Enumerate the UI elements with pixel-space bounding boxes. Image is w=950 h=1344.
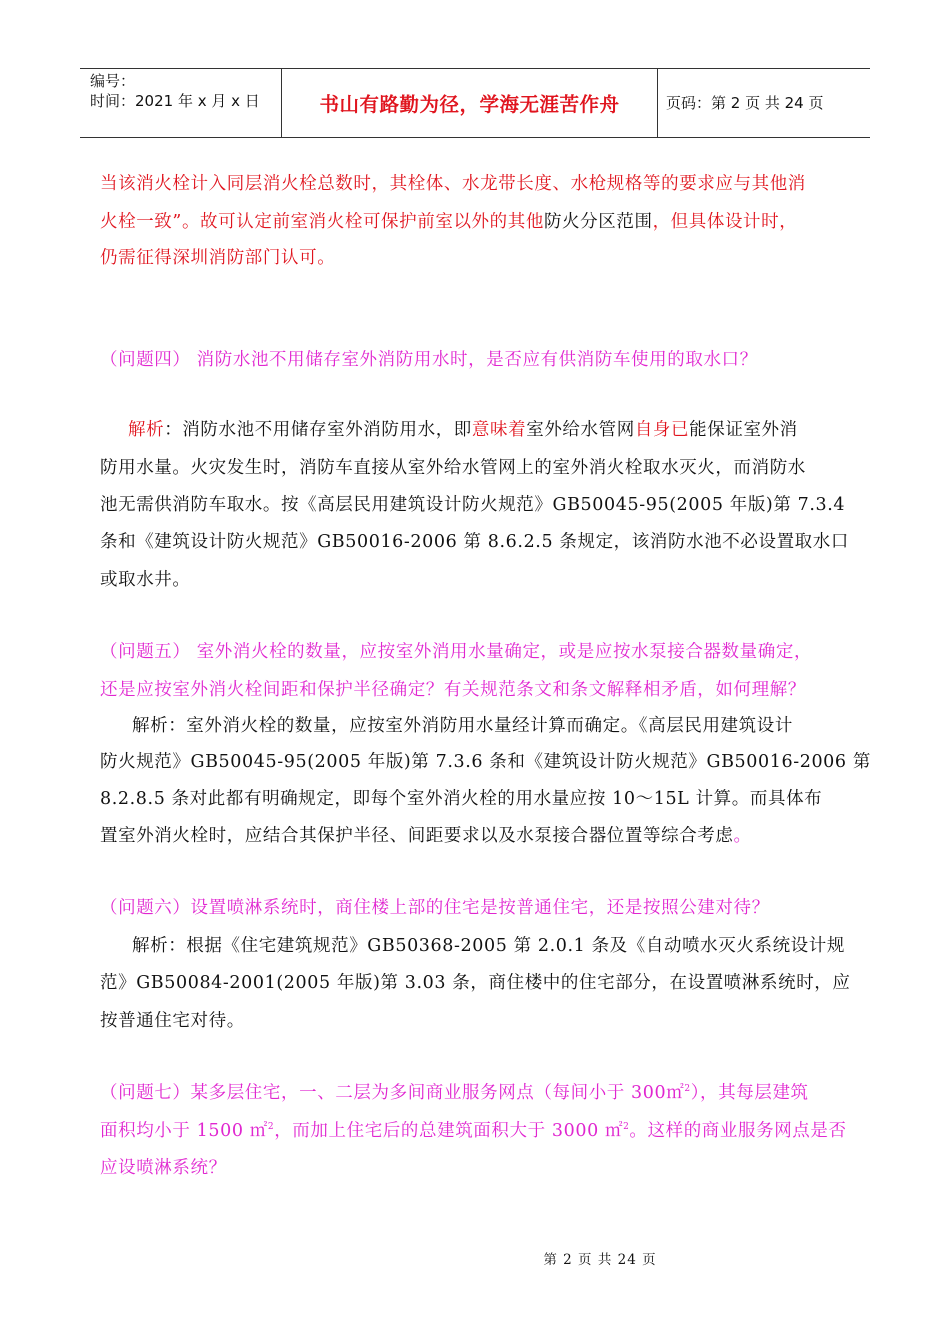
question-5-line-2: 还是应按室外消火栓间距和保护半径确定？有关规范条文和条文解释相矛盾，如何理解？ [100,680,806,700]
page-footer [0,1248,950,1268]
page-label: 页码：第 2 页 共 24 页 [666,94,824,112]
q5-answer-line-4: 置室外消火栓时，应结合其保护半径、间距要求以及水泵接合器位置等综合考虑。 [100,826,752,846]
number-label: 编号： [90,72,136,90]
header-page-cell [658,69,870,137]
question-4: （问题四） 消防水池不用储存室外消防用水时，是否应有供消防车使用的取水口？ [100,350,758,370]
q4-answer-line-3: 池无需供消防车取水。按《高层民用建筑设计防火规范》GB50045-95(2005 年版)第 7.3.4 [100,495,846,515]
intro-line-3: 仍需征得深圳消防部门认可。 [100,248,336,268]
q4-answer-line-2: 防用水量。火灾发生时，消防车直接从室外给水管网上的室外消火栓取水灭火，而消防水 [100,458,806,478]
time-label: 时间：2021 年 x 月 x 日 [90,92,260,110]
q6-answer-line-3: 按普通住宅对待。 [100,1011,245,1031]
header-motto-cell [282,69,658,137]
question-7-line-3: 应设喷淋系统？ [100,1158,227,1178]
q4-answer-line-1: 解析：消防水池不用储存室外消防用水，即意味着室外给水管网自身已能保证室外消 [128,420,798,440]
document-header [80,68,870,138]
q4-answer-line-4: 条和《建筑设计防火规范》GB50016-2006 第 8.6.2.5 条规定，该消防水池不必设置取水口 [100,532,849,552]
q6-answer-line-2: 范》GB50084-2001(2005 年版)第 3.03 条，商住楼中的住宅部分，在设置喷淋系统时，应 [100,973,851,993]
footer-page-number: 第 2 页 共 24 页 [543,1252,657,1268]
q4-answer-line-5: 或取水井。 [100,570,191,590]
q5-answer-line-3: 8.2.8.5 条对此都有明确规定，即每个室外消火栓的用水量应按 10～15L 计算。而具体布 [100,789,823,809]
motto-text: 书山有路勤为径，学海无涯苦作舟 [319,93,620,116]
q5-answer-line-1: 解析：室外消火栓的数量，应按室外消防用水量经计算而确定。《高层民用建筑设计 [132,716,793,736]
question-5-line-1: （问题五） 室外消火栓的数量，应按室外消用水量确定，或是应按水泵接合器数量确定， [100,642,813,662]
question-6: （问题六）设置喷淋系统时，商住楼上部的住宅是按普通住宅，还是按照公建对待？ [100,898,770,918]
intro-line-1: 当该消火栓计入同层消火栓总数时，其栓体、水龙带长度、水枪规格等的要求应与其他消 [100,174,806,194]
question-7-line-1: （问题七）某多层住宅，一、二层为多间商业服务网点（每间小于 300㎡$^2$），其每层建筑 [100,1083,809,1103]
header-meta-cell [80,69,282,137]
q6-answer-line-1: 解析：根据《住宅建筑规范》GB50368-2005 第 2.0.1 条及《自动喷水灭火系统设计规 [132,936,845,956]
question-7-line-2: 面积均小于 1500 ㎡$^2$，而加上住宅后的总建筑面积大于 3000 ㎡$^2$。这样的商业服务网点是否 [100,1121,847,1141]
q5-answer-line-2: 防火规范》GB50045-95(2005 年版)第 7.3.6 条和《建筑设计防火规范》GB50016-2006 第 [100,752,871,772]
intro-line-2: 火栓一致”。故可认定前室消火栓可保护前室以外的其他防火分区范围，但具体设计时， [100,212,798,232]
